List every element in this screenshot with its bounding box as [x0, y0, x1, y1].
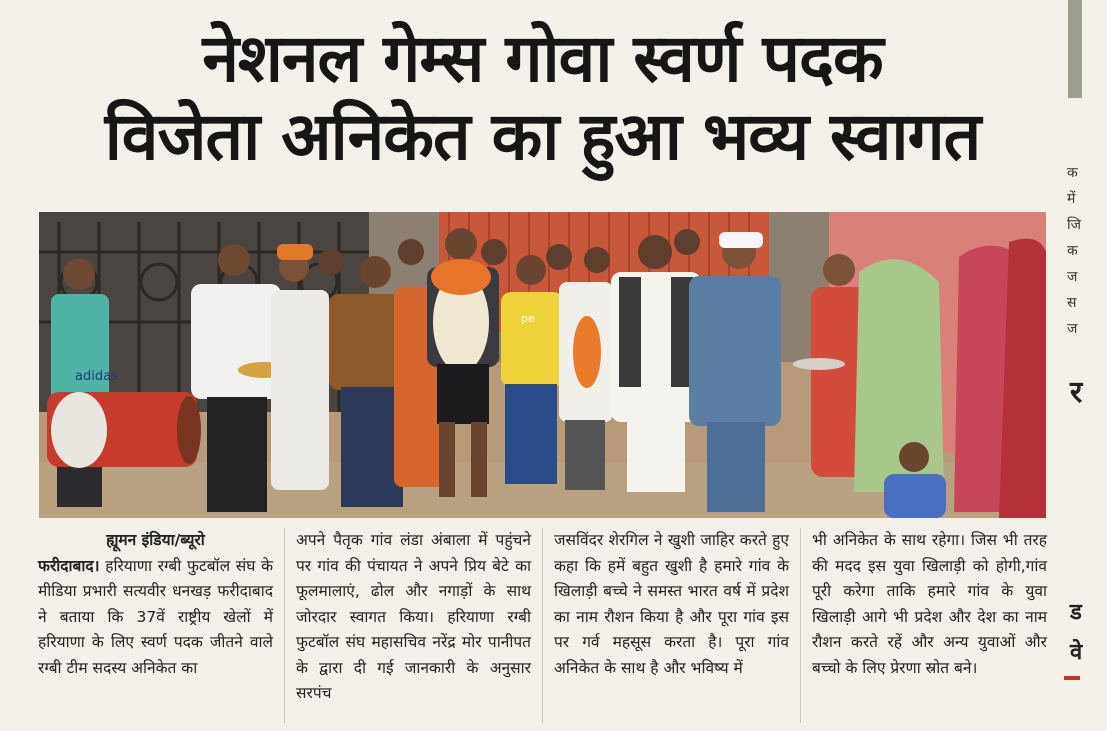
adjacent-letters: क में जि क ज स ज [1067, 165, 1082, 337]
column-rule [284, 528, 285, 723]
article-column-4: भी अनिकेत के साथ रहेगा। जिस भी तरह की मदद इस युवा खिलाड़ी को होगी,गांव पूरी करेगा ताकि हमारे गांव के युवा खिलाड़ी आगे भी प्रदेश और देश का नाम रौशन करते रहें और अन्य युवाओं और बच्चो के लिए प्रेरणा स्रोत बने। [812, 531, 1047, 677]
headline [20, 20, 1065, 176]
dateline: फरीदाबाद। [38, 556, 100, 575]
article-body [0, 528, 1060, 731]
headline-line-2: विजेता अनिकेत का हुआ भव्य स्वागत [104, 98, 981, 175]
adjacent-article-edge [1062, 0, 1083, 731]
adjacent-photo-edge [1068, 0, 1082, 98]
column-rule [542, 528, 543, 723]
headline-line-1: नेशनल गेम्स गोवा स्वर्ण पदक [202, 20, 883, 97]
article-column-1 [38, 528, 273, 681]
drum-shirt-logo: adidas [75, 369, 118, 384]
article-column-2: अपने पैतृक गांव लंडा अंबाला में पहुंचने पर गांव की पंचायत ने अपने प्रिय बेटे का फूलमालाएं, ढोल और नगाड़ों के साथ जोरदार स्वागत किया। हरियाणा रग्बी फुटबॉल संघ महासचिव नरेंद्र मोर पानीपत के द्वारा दी गई जानकारी के अनुसार सरपंच [296, 531, 531, 702]
article-column-3: जसविंदर शेरगिल ने खुशी जाहिर करते हुए कहा कि हमें बहुत खुशी है हमारे गांव के खिलाड़ी बच्चे ने समस्त भारत वर्ष में प्रदेश का नाम रौशन किया है और पूरा गांव इस पर गर्व महसूस करता है। पूरा गांव अनिकेत के साथ है और भविष्य में [554, 531, 789, 677]
byline: ह्यूमन इंडिया/ब्यूरो [106, 531, 205, 549]
accent-bar [1064, 676, 1080, 680]
news-photo [39, 212, 1046, 518]
adjacent-heading-fragment: ड [1070, 600, 1082, 625]
previous-article-cut-text [0, 0, 1060, 7]
yellow-shirt-text: pe [521, 312, 535, 325]
column-rule [800, 528, 801, 723]
adjacent-heading-fragment: र [1070, 375, 1083, 410]
article-column-1-text: हरियाणा रग्बी फुटबॉल संघ के मीडिया प्रभारी सत्यवीर धनखड़ फरीदाबाद ने बताया कि 37वें राष्ट्रीय खेलों में हरियाणा के लिए स्वर्ण पदक जीतने वाले रग्बी टीम सदस्य अनिकेत का [38, 556, 273, 677]
adjacent-heading-fragment: वे [1070, 640, 1083, 665]
